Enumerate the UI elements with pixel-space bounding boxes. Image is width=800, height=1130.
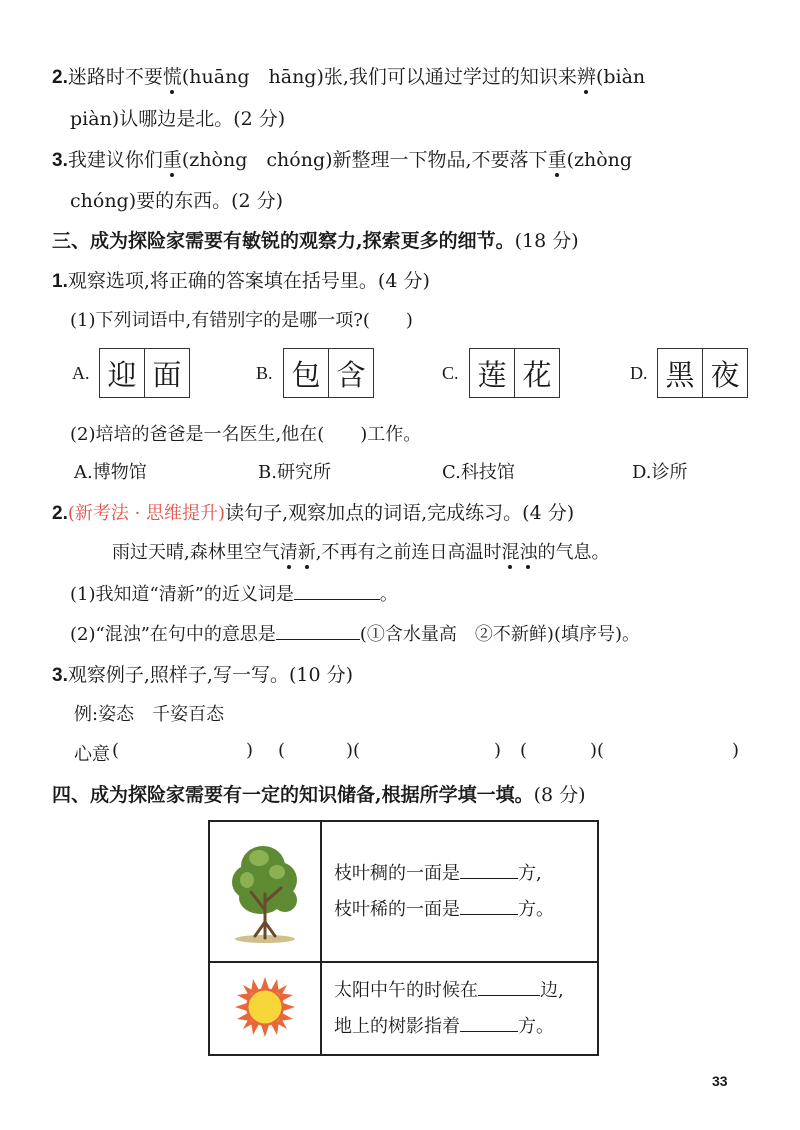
paren: ( — [278, 740, 286, 761]
dotted-char: 混 — [501, 538, 519, 564]
text: 的气息。 — [537, 542, 610, 563]
answer-blank[interactable] — [460, 1013, 518, 1032]
boxed-char: 面 — [144, 349, 189, 397]
option-c-label: C. — [442, 363, 459, 383]
section-title: 三、成为探险家需要有敏锐的观察力,探索更多的细节。 — [52, 230, 515, 252]
answer-blank[interactable] — [294, 581, 380, 600]
option-b-boxes — [283, 348, 374, 398]
option-b-label: B. — [256, 363, 273, 383]
text: 地上的树影指着 — [334, 1015, 460, 1037]
tree-text-cell — [321, 821, 598, 962]
text: 迷路时不要 — [67, 66, 163, 88]
sun-icon — [233, 975, 297, 1039]
question-number: 2. — [52, 67, 68, 88]
dotted-char: 清 — [280, 538, 298, 564]
boxed-char: 迎 — [107, 357, 137, 392]
paren: ) — [732, 740, 740, 761]
text: (biàn — [595, 66, 646, 88]
choice-c: C.科技馆 — [442, 462, 515, 483]
text: 枝叶稀的一面是 — [334, 898, 460, 920]
option-d-label: D. — [630, 363, 648, 383]
answer-blank[interactable] — [460, 860, 518, 879]
paren: ) — [246, 740, 254, 761]
table-row — [209, 962, 598, 1055]
text: 观察选项,将正确的答案填在括号里。(4 分) — [67, 270, 430, 292]
reading-sentence — [112, 538, 609, 564]
dotted-char: 重 — [163, 145, 182, 172]
section-3-heading — [52, 226, 579, 253]
new-method-tag: (新考法 · 思维提升) — [67, 503, 226, 524]
section-score: (18 分) — [514, 230, 579, 252]
question-3-line-2: chóng)要的东西。(2 分) — [70, 190, 284, 212]
question-2-line-1 — [52, 62, 645, 89]
text: 方。 — [518, 898, 554, 920]
part-2-sub-1 — [70, 580, 398, 606]
text-line — [334, 1009, 596, 1045]
paren: ) — [494, 740, 502, 761]
boxed-char: 黑 — [665, 357, 695, 392]
dotted-char: 辨 — [577, 62, 596, 89]
question-number: 3. — [52, 150, 68, 171]
paren: )( — [590, 740, 605, 761]
text: 。 — [379, 584, 398, 605]
section-title: 四、成为探险家需要有一定的知识储备,根据所学填一填。 — [52, 784, 534, 806]
text: 观察例子,照样子,写一写。(10 分) — [67, 664, 353, 686]
text-line — [334, 892, 596, 928]
answer-blank[interactable] — [276, 621, 360, 640]
part-1-title — [52, 266, 430, 293]
text: (zhòng chóng)新整理一下物品,不要落下 — [181, 149, 548, 171]
text: (①含水量高 ②不新鲜)(填序号)。 — [359, 624, 640, 645]
boxed-char: 夜 — [702, 349, 747, 397]
answer-word: 心意 — [74, 744, 110, 765]
text-line — [334, 973, 596, 1009]
text: 太阳中午的时候在 — [334, 979, 478, 1001]
page-number: 33 — [712, 1073, 728, 1089]
question-3-line-1 — [52, 145, 632, 172]
section-score: (8 分) — [533, 784, 586, 806]
text: (2)“混浊”在句中的意思是 — [70, 624, 276, 645]
option-a-boxes — [99, 348, 190, 398]
example-line: 例:姿态 千姿百态 — [74, 704, 225, 725]
text-line — [334, 856, 596, 892]
boxed-char: 包 — [291, 357, 321, 392]
tree-icon — [225, 836, 305, 944]
option-c-boxes — [469, 348, 560, 398]
text: ,不再有之前连日高温时 — [315, 542, 502, 563]
text: 方。 — [518, 1015, 554, 1037]
paren: )( — [346, 740, 361, 761]
text: 读句子,观察加点的词语,完成练习。(4 分) — [225, 502, 575, 524]
boxed-char: 莲 — [477, 357, 507, 392]
answer-blank[interactable] — [460, 896, 518, 915]
choice-b: B.研究所 — [258, 462, 331, 483]
boxed-char: 花 — [514, 349, 559, 397]
text: (1)我知道“清新”的近义词是 — [70, 584, 294, 605]
dotted-char: 浊 — [519, 538, 537, 564]
knowledge-table — [208, 820, 599, 1056]
question-number: 2. — [52, 503, 68, 524]
text: 枝叶稠的一面是 — [334, 862, 460, 884]
dotted-char: 重 — [548, 145, 567, 172]
text: (zhòng — [566, 149, 633, 171]
question-2-line-2: piàn)认哪边是北。(2 分) — [70, 108, 286, 130]
part-2-title — [52, 498, 574, 525]
part-1-sub-1: (1)下列词语中,有错别字的是哪一项?( ) — [70, 310, 413, 331]
text: (huāng hāng)张,我们可以通过学过的知识来 — [181, 66, 577, 88]
boxed-char: 含 — [328, 349, 373, 397]
text: 方, — [518, 862, 542, 884]
table-row — [209, 821, 598, 962]
question-number: 3. — [52, 665, 68, 686]
text: 雨过天晴,森林里空气 — [112, 542, 280, 563]
text: 边, — [540, 979, 564, 1001]
paren: ( — [112, 740, 120, 761]
dotted-char: 新 — [298, 538, 316, 564]
sun-cell — [209, 962, 321, 1055]
answer-blank[interactable] — [478, 977, 540, 996]
choice-d: D.诊所 — [632, 462, 688, 483]
tree-cell — [209, 821, 321, 962]
choice-a: A.博物馆 — [74, 462, 147, 483]
question-number: 1. — [52, 271, 68, 292]
part-2-sub-2 — [70, 620, 640, 646]
dotted-char: 慌 — [163, 62, 182, 89]
option-a-label: A. — [72, 363, 90, 383]
section-4-heading — [52, 780, 586, 807]
part-3-title — [52, 660, 353, 687]
part-1-sub-2: (2)培培的爸爸是一名医生,他在( )工作。 — [70, 424, 422, 445]
option-d-boxes — [657, 348, 748, 398]
sun-text-cell — [321, 962, 598, 1055]
text: 我建议你们 — [67, 149, 163, 171]
paren: ( — [520, 740, 528, 761]
